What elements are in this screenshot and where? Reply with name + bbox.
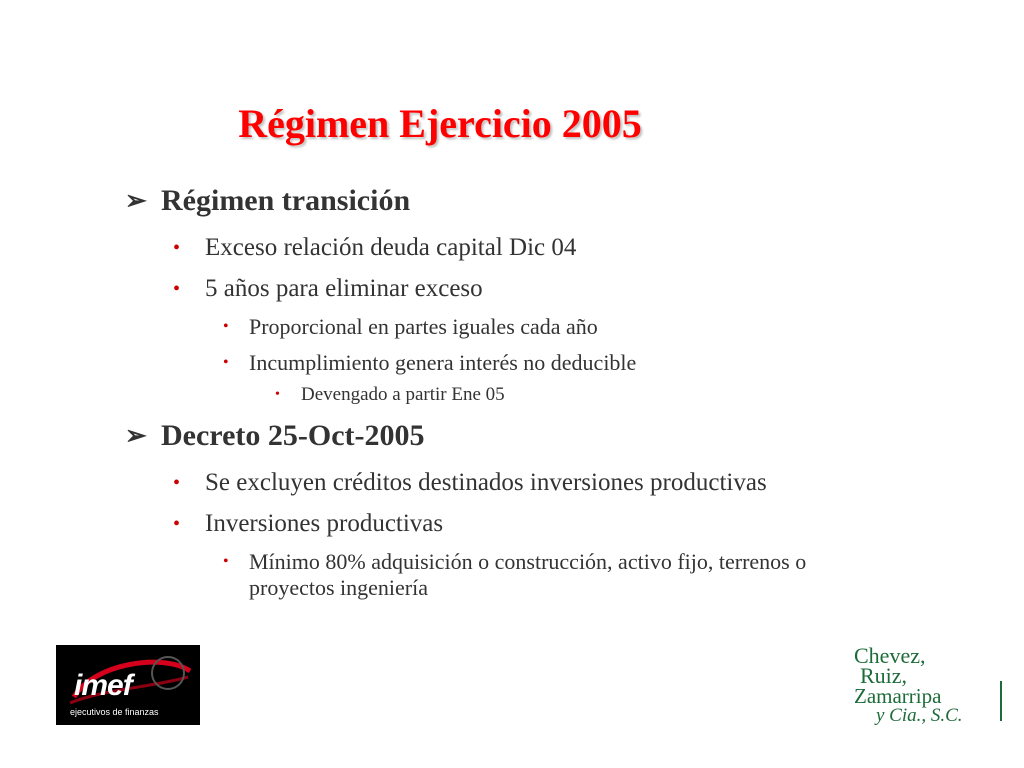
section-heading-text: Régimen transición bbox=[161, 184, 411, 217]
section-heading-2 bbox=[125, 415, 945, 457]
slide-title: Régimen Ejercicio 2005 bbox=[238, 101, 642, 146]
section-heading-text: Decreto 25-Oct-2005 bbox=[161, 419, 425, 452]
firm-logo-line-2: Ruiz, bbox=[860, 663, 908, 688]
imef-logo bbox=[56, 645, 200, 725]
firm-logo-divider bbox=[1000, 681, 1002, 721]
list-item bbox=[125, 468, 945, 498]
sub-list-item-text: Proporcional en partes iguales cada año bbox=[249, 314, 598, 339]
section-heading-1 bbox=[125, 180, 945, 222]
dot-icon: • bbox=[173, 237, 181, 259]
list-item bbox=[125, 509, 945, 539]
firm-logo-line-4: y Cia., S.C. bbox=[876, 705, 963, 726]
dot-icon: • bbox=[173, 513, 181, 535]
sub-sub-list-item-text: Devengado a partir Ene 05 bbox=[301, 384, 505, 405]
firm-logo-line-1: Chevez, bbox=[854, 643, 926, 668]
list-item bbox=[125, 233, 945, 263]
list-item bbox=[125, 274, 945, 304]
dot-icon: • bbox=[223, 553, 229, 570]
sub-list-item bbox=[125, 549, 945, 601]
arrowhead-icon: ➢ bbox=[125, 186, 147, 215]
arrowhead-icon: ➢ bbox=[125, 421, 147, 450]
sub-list-item bbox=[125, 350, 945, 376]
list-item-text: Exceso relación deuda capital Dic 04 bbox=[205, 234, 577, 261]
slide-content bbox=[125, 180, 945, 601]
sub-sub-list-item bbox=[125, 383, 945, 407]
sub-list-item-text: Incumplimiento genera interés no deducible bbox=[249, 350, 637, 375]
firm-logo-line-3: Zamarripa bbox=[854, 684, 942, 708]
imef-wordmark: imef bbox=[74, 669, 132, 702]
dot-icon: • bbox=[173, 278, 181, 300]
dot-icon: • bbox=[223, 318, 229, 335]
firm-logo bbox=[854, 645, 1004, 729]
dot-icon: • bbox=[275, 387, 280, 402]
dot-icon: • bbox=[223, 354, 229, 371]
imef-tagline: ejecutivos de finanzas bbox=[70, 707, 159, 717]
list-item-text: Se excluyen créditos destinados inversiones productivas bbox=[205, 469, 767, 496]
list-item-text: 5 años para eliminar exceso bbox=[205, 275, 483, 302]
list-item-text: Inversiones productivas bbox=[205, 510, 444, 537]
sub-list-item bbox=[125, 314, 945, 340]
sub-list-item-text: Mínimo 80% adquisición o construcción, activo fijo, terrenos o proyectos ingeniería bbox=[249, 549, 807, 600]
dot-icon: • bbox=[173, 472, 181, 494]
